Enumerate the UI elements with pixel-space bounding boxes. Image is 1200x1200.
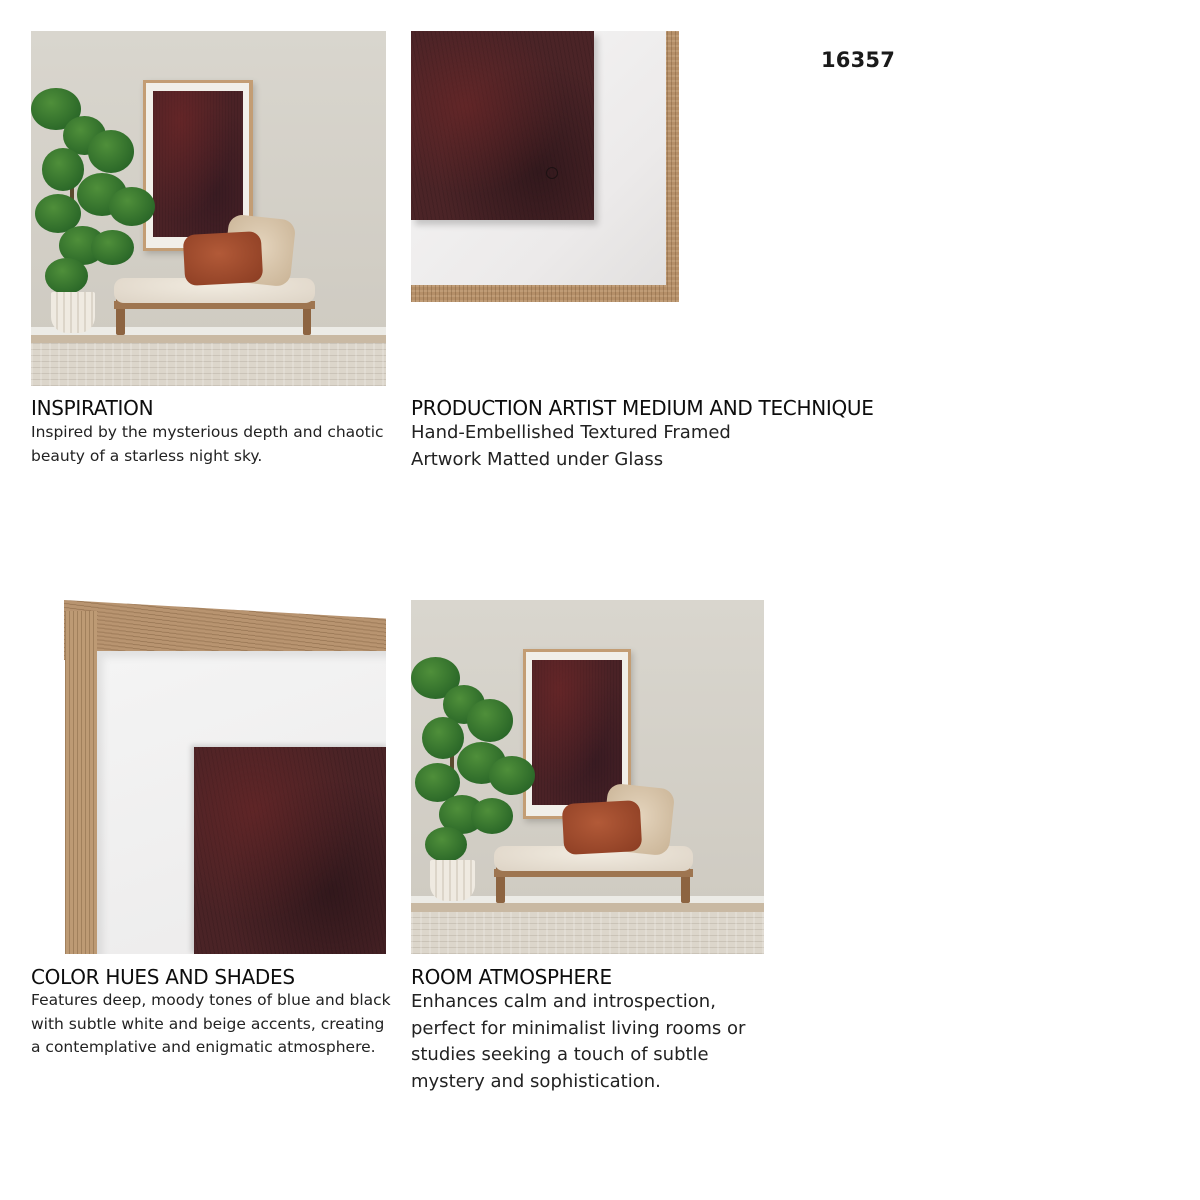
color-line: with subtle white and beige accents, creating xyxy=(31,1014,385,1033)
artwork-paper xyxy=(194,747,386,954)
production-line: Artwork Matted under Glass xyxy=(411,448,664,470)
production-line: Hand-Embellished Textured Framed xyxy=(411,422,731,443)
inspiration-body xyxy=(31,421,391,468)
inspiration-title: INSPIRATION xyxy=(31,396,154,420)
rust-pillow xyxy=(561,800,641,855)
room-section xyxy=(411,965,771,1095)
artwork-paper xyxy=(411,31,594,220)
room-line: studies seeking a touch of subtle xyxy=(411,1044,709,1065)
color-section xyxy=(31,965,396,1060)
room-scene-image-1 xyxy=(31,31,386,386)
color-line: Features deep, moody tones of blue and black xyxy=(31,991,391,1009)
product-code: 16357 xyxy=(821,48,896,72)
frame-detail-image-1 xyxy=(411,31,679,302)
plant-pot xyxy=(51,292,95,333)
wood-frame-side xyxy=(65,611,97,954)
room-line: perfect for minimalist living rooms or xyxy=(411,1017,746,1039)
production-section xyxy=(411,396,931,473)
room-scene-image-2 xyxy=(411,600,764,954)
room-body xyxy=(411,989,771,1095)
inspiration-line: beauty of a starless night sky. xyxy=(31,446,263,465)
room-line: mystery and sophistication. xyxy=(411,1070,661,1092)
room-line: Enhances calm and introspection, xyxy=(411,991,716,1012)
inspiration-line: Inspired by the mysterious depth and chaotic xyxy=(31,423,384,441)
color-title: COLOR HUES AND SHADES xyxy=(31,965,295,989)
rust-pillow xyxy=(182,231,263,286)
production-title: PRODUCTION ARTIST MEDIUM AND TECHNIQUE xyxy=(411,396,874,420)
color-body xyxy=(31,989,396,1060)
production-body xyxy=(411,420,931,473)
frame-detail-image-2 xyxy=(31,600,386,954)
inspiration-section xyxy=(31,396,391,468)
color-line: a contemplative and enigmatic atmosphere. xyxy=(31,1038,376,1056)
room-title: ROOM ATMOSPHERE xyxy=(411,965,612,989)
plant-pot xyxy=(430,860,474,901)
